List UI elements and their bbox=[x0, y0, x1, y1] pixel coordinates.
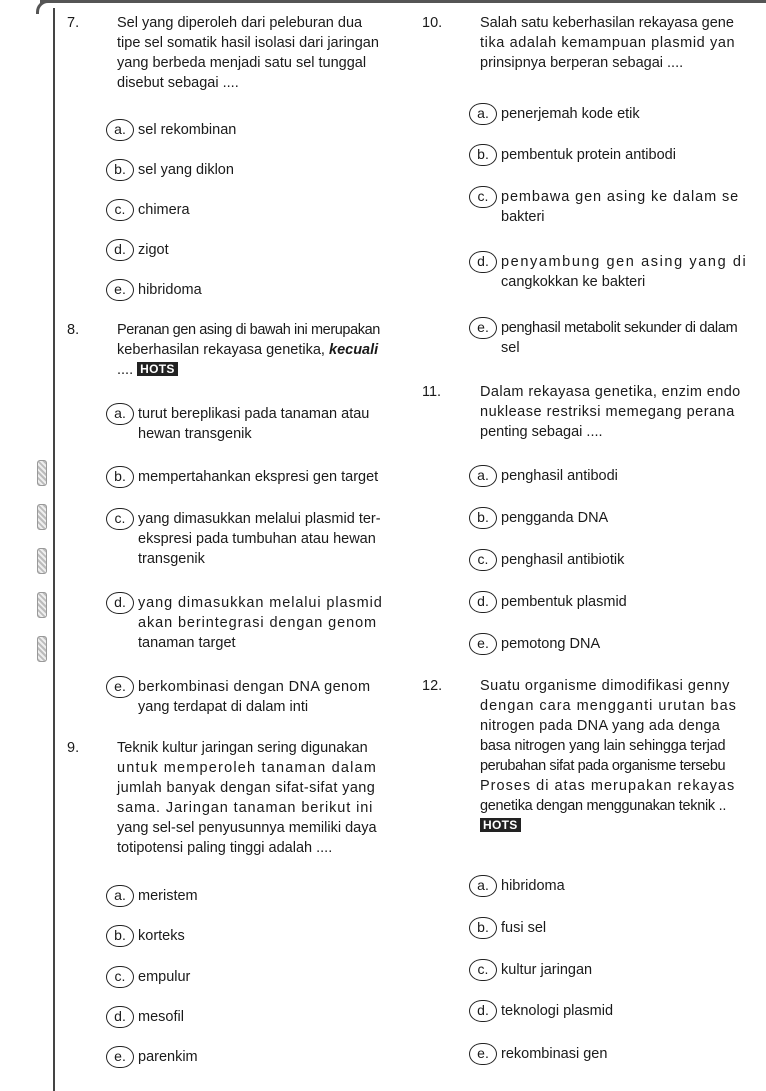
question-line: nitrogen pada DNA yang ada denga bbox=[480, 718, 721, 734]
option-text: zigot bbox=[138, 242, 169, 258]
option-line: hewan transgenik bbox=[138, 426, 252, 442]
option-text: pembentuk protein antibodi bbox=[501, 147, 676, 163]
question-line: untuk memperoleh tanaman dalam bbox=[117, 760, 378, 776]
option-letter-badge: d. bbox=[469, 591, 497, 613]
question-line: Peranan gen asing di bawah ini merupakan bbox=[117, 322, 380, 338]
question-text bbox=[480, 382, 766, 442]
option-text: mesofil bbox=[138, 1009, 184, 1025]
option-text: rekombinasi gen bbox=[501, 1046, 608, 1062]
option-line: ekspresi pada tumbuhan atau hewan bbox=[138, 531, 376, 547]
option-line: penghasil metabolit sekunder di dalam bbox=[501, 320, 738, 336]
option-letter-badge: b. bbox=[106, 925, 134, 947]
question-line: disebut sebagai .... bbox=[117, 75, 239, 91]
option-text: pengganda DNA bbox=[501, 510, 609, 526]
option-letter-badge: c. bbox=[469, 959, 497, 981]
option-letter-badge: e. bbox=[469, 633, 497, 655]
question-number: 10. bbox=[422, 15, 443, 31]
question-line-text: keberhasilan rekayasa genetika, bbox=[117, 342, 329, 358]
question-text bbox=[480, 13, 766, 73]
option-text: empulur bbox=[138, 969, 191, 985]
option-line: cangkokkan ke bakteri bbox=[501, 274, 646, 290]
option-letter-badge: c. bbox=[469, 186, 497, 208]
option-letter-badge: e. bbox=[106, 676, 134, 698]
option-text bbox=[138, 677, 418, 717]
question-line: jumlah banyak dengan sifat-sifat yang bbox=[117, 780, 376, 796]
option-text: fusi sel bbox=[501, 920, 547, 936]
option-text: teknologi plasmid bbox=[501, 1003, 614, 1019]
question-text bbox=[117, 13, 412, 93]
question-text bbox=[117, 320, 412, 380]
option-letter-badge: e. bbox=[106, 1046, 134, 1068]
question-number: 9. bbox=[67, 740, 80, 756]
question-text bbox=[117, 738, 412, 858]
question-line: perubahan sifat pada organisme tersebu bbox=[480, 758, 726, 774]
option-text: kultur jaringan bbox=[501, 962, 593, 978]
question-line: genetika dengan menggunakan teknik .. bbox=[480, 798, 727, 814]
question-line: Suatu organisme dimodifikasi genny bbox=[480, 678, 730, 694]
option-line: yang dimasukkan melalui plasmid ter- bbox=[138, 511, 381, 527]
question-number: 11. bbox=[422, 384, 442, 400]
option-letter-badge: b. bbox=[106, 466, 134, 488]
hots-badge: HOTS bbox=[137, 362, 178, 376]
option-letter-badge: b. bbox=[469, 507, 497, 529]
option-letter-badge: c. bbox=[106, 508, 134, 530]
question-line: yang berbeda menjadi satu sel tunggal bbox=[117, 55, 367, 71]
option-letter-badge: a. bbox=[469, 875, 497, 897]
option-letter-badge: d. bbox=[106, 1006, 134, 1028]
emphasis-word: kecuali bbox=[329, 342, 379, 358]
question-line-text: .... bbox=[117, 362, 134, 378]
question-line bbox=[480, 816, 766, 836]
question-line bbox=[117, 360, 412, 380]
question-line: penting sebagai .... bbox=[480, 424, 603, 440]
option-letter-badge: d. bbox=[106, 592, 134, 614]
option-text bbox=[501, 252, 766, 292]
option-text: hibridoma bbox=[501, 878, 565, 894]
option-letter-badge: a. bbox=[469, 103, 497, 125]
question-line: Sel yang diperoleh dari peleburan dua bbox=[117, 15, 363, 31]
question-line: dengan cara mengganti urutan bas bbox=[480, 698, 737, 714]
option-text: sel yang diklon bbox=[138, 162, 234, 178]
question-line: sama. Jaringan tanaman berikut ini bbox=[117, 800, 374, 816]
option-text: chimera bbox=[138, 202, 190, 218]
option-text: penghasil antibodi bbox=[501, 468, 618, 484]
question-line: Teknik kultur jaringan sering digunakan bbox=[117, 740, 368, 756]
option-letter-badge: d. bbox=[469, 251, 497, 273]
question-line: Proses di atas merupakan rekayas bbox=[480, 778, 736, 794]
option-letter-badge: d. bbox=[469, 1000, 497, 1022]
option-text bbox=[138, 509, 418, 569]
top-border-rule bbox=[40, 0, 766, 3]
question-line: tipe sel somatik hasil isolasi dari jaringan bbox=[117, 35, 379, 51]
option-letter-badge: b. bbox=[106, 159, 134, 181]
question-line: basa nitrogen yang lain sehingga terjad bbox=[480, 738, 726, 754]
option-line: sel bbox=[501, 340, 520, 356]
option-text: meristem bbox=[138, 888, 198, 904]
option-letter-badge: a. bbox=[106, 403, 134, 425]
hots-badge: HOTS bbox=[480, 818, 521, 832]
option-text: korteks bbox=[138, 928, 185, 944]
option-text bbox=[138, 593, 418, 653]
question-line: Dalam rekayasa genetika, enzim endo bbox=[480, 384, 741, 400]
question-number: 12. bbox=[422, 678, 443, 694]
option-letter-badge: a. bbox=[106, 119, 134, 141]
question-line: yang sel-sel penyusunnya memiliki daya bbox=[117, 820, 377, 836]
option-line: transgenik bbox=[138, 551, 205, 567]
option-text: parenkim bbox=[138, 1049, 198, 1065]
option-line: penyambung gen asing yang di bbox=[501, 254, 748, 270]
option-letter-badge: d. bbox=[106, 239, 134, 261]
option-text: hibridoma bbox=[138, 282, 202, 298]
option-line: turut bereplikasi pada tanaman atau bbox=[138, 406, 370, 422]
option-text: penghasil antibiotik bbox=[501, 552, 625, 568]
option-text bbox=[138, 404, 418, 444]
option-letter-badge: c. bbox=[106, 199, 134, 221]
option-letter-badge: a. bbox=[106, 885, 134, 907]
option-line: yang dimasukkan melalui plasmid bbox=[138, 595, 383, 611]
option-letter-badge: e. bbox=[469, 317, 497, 339]
question-line: prinsipnya berperan sebagai .... bbox=[480, 55, 684, 71]
option-text: pembentuk plasmid bbox=[501, 594, 627, 610]
question-line: nuklease restriksi memegang perana bbox=[480, 404, 735, 420]
option-text: pemotong DNA bbox=[501, 636, 601, 652]
question-number: 8. bbox=[67, 322, 80, 338]
spiral-binding bbox=[37, 460, 47, 660]
question-line bbox=[117, 340, 412, 360]
option-letter-badge: b. bbox=[469, 917, 497, 939]
option-letter-badge: e. bbox=[469, 1043, 497, 1065]
option-letter-badge: a. bbox=[469, 465, 497, 487]
option-line: berkombinasi dengan DNA genom bbox=[138, 679, 371, 695]
option-text: penerjemah kode etik bbox=[501, 106, 640, 122]
option-text bbox=[501, 187, 766, 227]
question-line: tika adalah kemampuan plasmid yan bbox=[480, 35, 736, 51]
option-letter-badge: c. bbox=[106, 966, 134, 988]
question-line: Salah satu keberhasilan rekayasa gene bbox=[480, 15, 734, 31]
option-text bbox=[501, 318, 766, 358]
option-letter-badge: c. bbox=[469, 549, 497, 571]
option-text: sel rekombinan bbox=[138, 122, 237, 138]
option-letter-badge: b. bbox=[469, 144, 497, 166]
option-line: akan berintegrasi dengan genom bbox=[138, 615, 378, 631]
option-letter-badge: e. bbox=[106, 279, 134, 301]
option-line: yang terdapat di dalam inti bbox=[138, 699, 309, 715]
question-line: totipotensi paling tinggi adalah .... bbox=[117, 840, 333, 856]
option-line: pembawa gen asing ke dalam se bbox=[501, 189, 740, 205]
left-margin-rule bbox=[53, 8, 55, 1091]
question-number: 7. bbox=[67, 15, 80, 31]
option-line: tanaman target bbox=[138, 635, 236, 651]
option-line: bakteri bbox=[501, 209, 545, 225]
option-text: mempertahankan ekspresi gen target bbox=[138, 469, 379, 485]
question-text bbox=[480, 676, 766, 836]
